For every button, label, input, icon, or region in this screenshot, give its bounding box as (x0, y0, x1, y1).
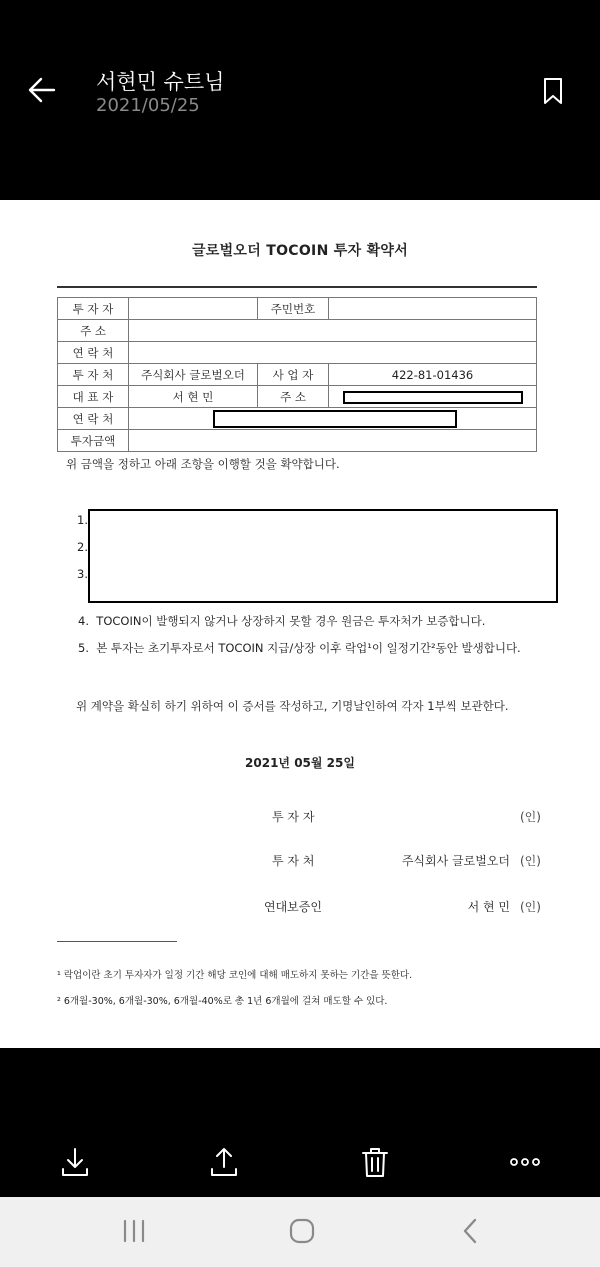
table-row (58, 430, 537, 452)
download-icon (58, 1145, 92, 1179)
system-nav-bar (0, 1197, 600, 1267)
footnote-2: ² 6개월-30%, 6개월-30%, 6개월-40%로 총 1년 6개월에 걸쳐 매도할 수 있다. (57, 996, 388, 1007)
footnote-1: ¹ 락업이란 초기 투자자가 일정 기간 해당 코인에 대해 매도하지 못하는 기간을 뜻한다. (57, 970, 413, 981)
table-row (58, 320, 537, 342)
clause-4-number: 4. (78, 614, 89, 628)
redaction-box (213, 410, 457, 428)
signing-date: 2021년 05월 25일 (245, 756, 355, 770)
seal-mark: (인) (520, 810, 541, 824)
sign-guarantor-label: 연대보증인 (264, 900, 322, 914)
table-row (58, 408, 537, 430)
clause-5-number: 5. (78, 641, 89, 655)
clause-4-text: TOCOIN이 발행되지 않거나 상장하지 못할 경우 원금은 투자처가 보증합니다. (96, 614, 486, 628)
bizno-value: 422-81-01436 (329, 364, 537, 386)
more-options-button[interactable] (508, 1145, 542, 1179)
bookmark-icon (538, 76, 568, 106)
seal-mark: (인) (520, 900, 541, 914)
amount-value (129, 430, 537, 452)
sign-guarantor-value: 서 현 민 (467, 900, 510, 914)
address-label: 주 소 (58, 320, 129, 342)
image-date: 2021/05/25 (96, 95, 200, 116)
rep-contact-label: 연 락 처 (58, 408, 129, 430)
rep-value: 서 현 민 (129, 386, 258, 408)
chevron-left-icon (450, 1215, 490, 1247)
share-button[interactable] (207, 1145, 241, 1179)
table-row (58, 298, 537, 320)
bookmark-button[interactable] (538, 76, 568, 106)
ssn-label: 주민번호 (258, 298, 329, 320)
title-rule (57, 286, 537, 288)
rep-label: 대 표 자 (58, 386, 129, 408)
confirmation-text: 위 계약을 확실히 하기 위하여 이 증서를 작성하고, 기명날인하여 각자 1부씩 보관한다. (76, 699, 509, 713)
redaction-box (343, 391, 523, 404)
top-app-bar (0, 0, 600, 200)
trash-icon (358, 1145, 392, 1179)
clause-number: 2. (77, 540, 88, 554)
investor-info-table (57, 297, 537, 452)
clause-4 (78, 613, 485, 629)
address-value (129, 320, 537, 342)
pledge-text: 위 금액을 정하고 아래 조항을 이행할 것을 확약합니다. (66, 457, 340, 471)
contact-value (129, 342, 537, 364)
rep-address-value (329, 386, 537, 408)
recent-apps-button[interactable] (114, 1215, 154, 1247)
sign-investee-label: 투 자 처 (272, 854, 315, 868)
document-image[interactable] (0, 200, 600, 1048)
signature-row-investee (0, 852, 600, 872)
recent-apps-icon (114, 1215, 154, 1247)
home-button[interactable] (282, 1215, 322, 1247)
back-button[interactable] (24, 72, 60, 108)
footnote-rule (57, 941, 177, 942)
seal-mark: (인) (520, 854, 541, 868)
contact-label: 연 락 처 (58, 342, 129, 364)
share-icon (207, 1145, 241, 1179)
table-row (58, 342, 537, 364)
rep-address-label: 주 소 (258, 386, 329, 408)
document-title: 글로벌오더 TOCOIN 투자 확약서 (191, 243, 409, 259)
investor-label: 투 자 자 (58, 298, 129, 320)
redacted-clauses-box (88, 509, 558, 603)
sign-investor-label: 투 자 자 (272, 810, 315, 824)
investee-label: 투 자 처 (58, 364, 129, 386)
table-row (58, 364, 537, 386)
amount-label: 투자금액 (58, 430, 129, 452)
clause-5-text: 본 투자는 초기투자로서 TOCOIN 지급/상장 이후 락업¹이 일정기간²동안 발생합니다. (96, 641, 521, 655)
ssn-value (329, 298, 537, 320)
bizno-label: 사 업 자 (258, 364, 329, 386)
rep-contact-value (129, 408, 537, 430)
home-icon (282, 1215, 322, 1247)
download-button[interactable] (58, 1145, 92, 1179)
investee-value: 주식회사 글로벌오더 (129, 364, 258, 386)
investor-value (129, 298, 258, 320)
delete-button[interactable] (358, 1145, 392, 1179)
signature-row-investor (0, 808, 600, 828)
sign-investee-value: 주식회사 글로벌오더 (401, 854, 510, 868)
signature-row-guarantor (0, 898, 600, 918)
more-horizontal-icon (508, 1145, 542, 1179)
arrow-left-icon (24, 72, 60, 108)
clause-number: 1. (77, 513, 88, 527)
clause-5 (78, 640, 521, 656)
conversation-title: 서현민 슈트님 (96, 70, 225, 94)
system-back-button[interactable] (450, 1215, 490, 1247)
table-row (58, 386, 537, 408)
clause-number: 3. (77, 567, 88, 581)
